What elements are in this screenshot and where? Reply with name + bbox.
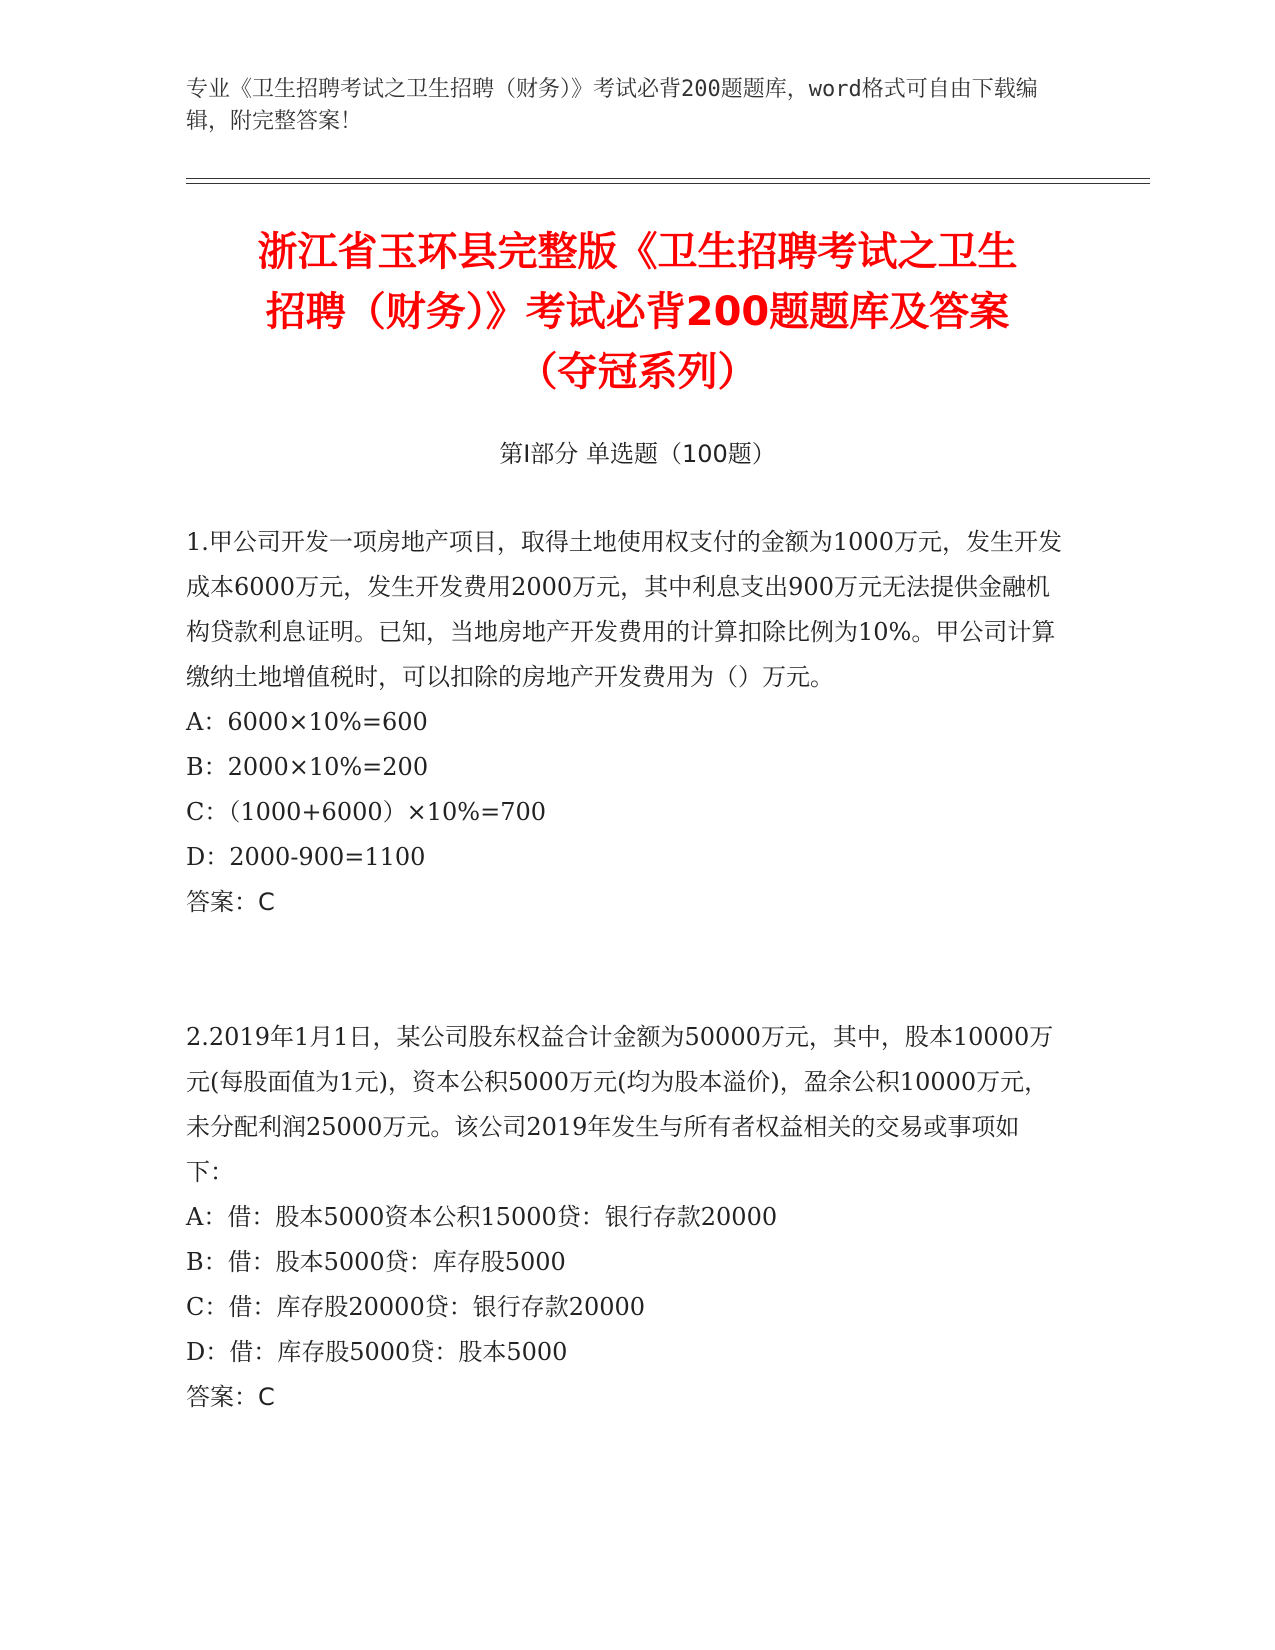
option-d: D：借：库存股5000贷：股本5000 [186,1338,568,1366]
section-heading: 第I部分 单选题（100题） [499,440,776,468]
option-b: B：借：股本5000贷：库存股5000 [186,1248,566,1276]
option-c: C：（1000+6000）×10%=700 [186,798,546,826]
option-b: B：2000×10%=200 [186,753,429,781]
title-line-1: 浙江省玉环县完整版《卫生招聘考试之卫生 [257,229,1018,275]
option-a: A：6000×10%=600 [186,708,428,736]
question-stem: 2.2019年1月1日，某公司股东权益合计金额为50000万元，其中，股本10000万元(每股面值为1元)，资本公积5000万元(均为股本溢价)，盈余公积10000万元，未分配利润25000万元。该公司2019年发生与所有者权益相关的交易或事项如下： [186,1023,1054,1186]
document-title [150,222,1125,402]
header-note: 专业《卫生招聘考试之卫生招聘（财务）》考试必背200题题库，word格式可自由下载编辑，附完整答案！ [186,77,1038,134]
question-1 [186,520,1066,925]
option-a: A：借：股本5000资本公积15000贷：银行存款20000 [186,1203,778,1231]
answer-label: 答案：C [186,888,275,916]
question-2 [186,1015,1066,1420]
title-line-3: （夺冠系列） [517,349,758,395]
header-divider [186,178,1150,179]
question-stem: 1.甲公司开发一项房地产项目，取得土地使用权支付的金额为1000万元，发生开发成本6000万元，发生开发费用2000万元，其中利息支出900万元无法提供金融机构贷款利息证明。已知，当地房地产开发费用的计算扣除比例为10%。甲公司计算缴纳土地增值税时，可以扣除的房地产开发费用为（）万元。 [186,528,1062,691]
title-line-2: 招聘（财务）》考试必背200题题库及答案 [265,289,1010,335]
option-d: D：2000-900=1100 [186,843,426,871]
header-divider-thin [186,183,1150,184]
answer-label: 答案：C [186,1383,275,1411]
option-c: C：借：库存股20000贷：银行存款20000 [186,1293,646,1321]
